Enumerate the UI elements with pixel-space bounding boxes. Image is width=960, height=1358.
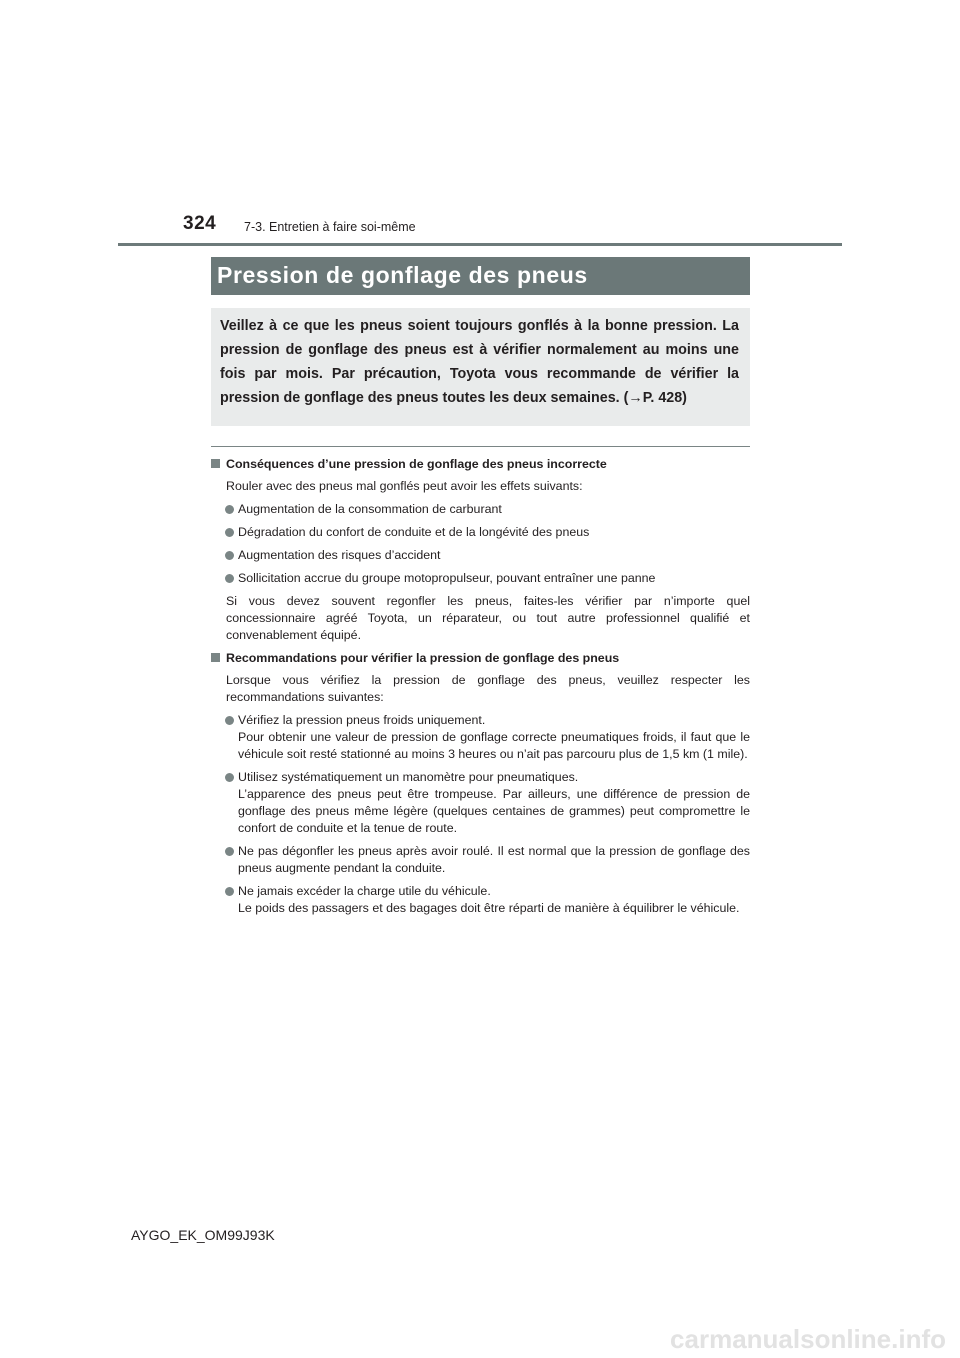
list-item-body: Le poids des passagers et des bagages doit être réparti de manière à équilibrer le véhicule. — [238, 901, 740, 915]
round-bullet-icon — [225, 773, 234, 782]
section-heading-text: Conséquences d’une pression de gonflage des pneus incorrecte — [226, 457, 607, 471]
watermark: carmanualsonline.info — [670, 1324, 946, 1354]
list-item-text: Sollicitation accrue du groupe motopropulseur, pouvant entraîner une panne — [238, 571, 656, 585]
summary-text: Veillez à ce que les pneus soient toujours gonflés à la bonne pression. La pression de gonflage des pneus est à vérifier normalement au moins une fois par mois. Par précaution, Toyota vous recommande de vérifier la pression de gonflage des pneus toutes les deux semaines. — [220, 318, 739, 406]
list-item-title: Vérifiez la pression pneus froids uniquement. — [238, 713, 486, 727]
section-heading — [211, 650, 750, 667]
list-item-text: Dégradation du confort de conduite et de la longévité des pneus — [238, 525, 590, 539]
round-bullet-icon — [225, 551, 234, 560]
list-item — [211, 883, 750, 917]
round-bullet-icon — [225, 528, 234, 537]
header-divider — [118, 243, 842, 246]
round-bullet-icon — [225, 505, 234, 514]
section-heading-text: Recommandations pour vérifier la pression de gonflage des pneus — [226, 651, 620, 665]
list-item-title: Ne pas dégonfler les pneus après avoir roulé. Il est normal que la pression de gonflage des pneus augmente pendant la conduite. — [238, 844, 750, 875]
section-intro: Lorsque vous vérifiez la pression de gonflage des pneus, veuillez respecter les recommandations suivantes: — [226, 673, 750, 704]
list-item-title: Utilisez systématiquement un manomètre pour pneumatiques. — [238, 770, 579, 784]
reference-page: P. 428) — [642, 390, 687, 406]
list-item-body: Pour obtenir une valeur de pression de gonflage correcte pneumatiques froids, il faut que le véhicule soit resté stationné au moins 3 heures ou n’ait pas parcouru plus de 1,5 km (1 mile). — [238, 730, 750, 761]
arrow-right-icon: → — [628, 390, 643, 406]
list-item — [211, 769, 750, 837]
document-code: AYGO_EK_OM99J93K — [131, 1227, 275, 1243]
list-item — [211, 547, 750, 564]
section-running-head: 7-3. Entretien à faire soi-même — [244, 220, 416, 234]
reference-open: ( — [623, 390, 629, 406]
page-number: 324 — [183, 213, 217, 234]
section-heading — [211, 456, 750, 473]
list-item — [211, 524, 750, 541]
list-item-title: Ne jamais excéder la charge utile du véhicule. — [238, 884, 491, 898]
round-bullet-icon — [225, 574, 234, 583]
section-intro: Rouler avec des pneus mal gonflés peut avoir les effets suivants: — [226, 479, 583, 493]
content-divider — [211, 446, 750, 447]
list-item — [211, 501, 750, 518]
page-title: Pression de gonflage des pneus — [211, 257, 750, 295]
summary-box — [211, 308, 750, 426]
square-bullet-icon — [211, 653, 220, 662]
round-bullet-icon — [225, 847, 234, 856]
list-item-text: Augmentation de la consommation de carburant — [238, 502, 502, 516]
list-item — [211, 712, 750, 763]
round-bullet-icon — [225, 887, 234, 896]
round-bullet-icon — [225, 716, 234, 725]
list-item — [211, 843, 750, 877]
square-bullet-icon — [211, 459, 220, 468]
list-item — [211, 570, 750, 587]
page-reference[interactable] — [624, 390, 687, 406]
section-outro: Si vous devez souvent regonfler les pneus, faites-les vérifier par n’importe quel concessionnaire agréé Toyota, un réparateur, ou tout autre professionnel qualifié et convenablement équipé. — [226, 594, 750, 642]
list-item-text: Augmentation des risques d’accident — [238, 548, 441, 562]
list-item-body: L’apparence des pneus peut être trompeuse. Par ailleurs, une différence de pression de gonflage des pneus même légère (quelques centaines de grammes) peut compromettre le confort de conduite et la tenue de route. — [238, 787, 750, 835]
main-content — [211, 456, 750, 923]
